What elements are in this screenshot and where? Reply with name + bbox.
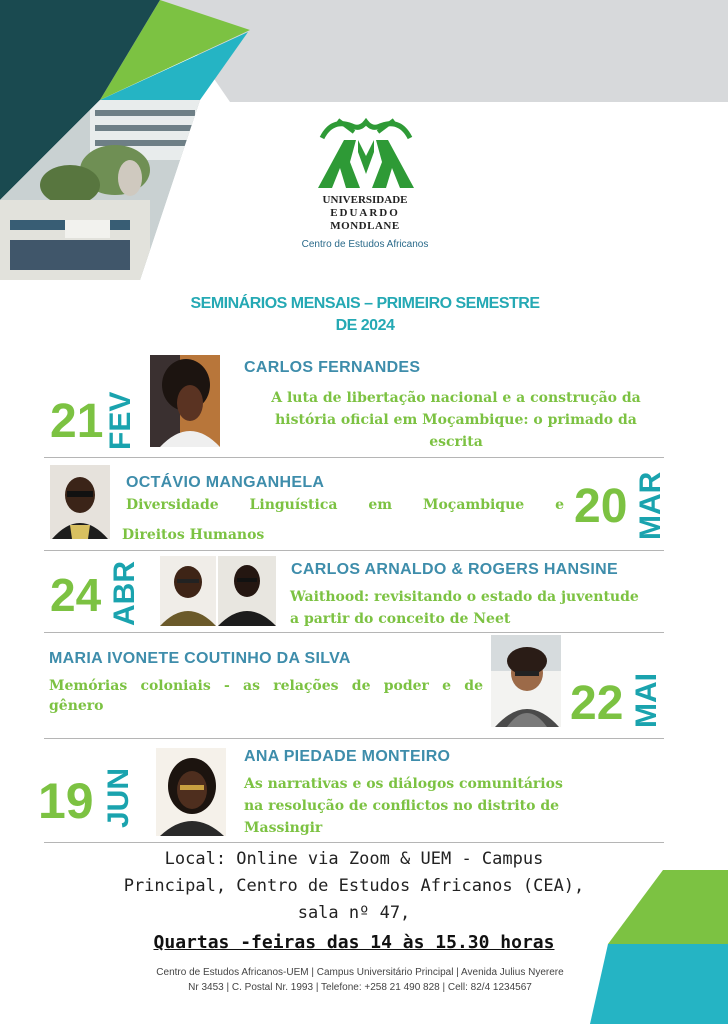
seminar-5-day: 19: [38, 773, 94, 829]
seminar-1-title-line-1: A luta de libertação nacional e a construção da: [271, 390, 641, 406]
seminar-2-title-line-1: Diversidade Linguística em Moçambique e: [126, 497, 564, 513]
speaker-photo-rogers-hansine: [218, 556, 276, 626]
logo-line-1: UNIVERSIDADE: [322, 194, 408, 206]
footer: [100, 965, 620, 995]
venue-line-1: Local: Online via Zoom & UEM - Campus: [164, 849, 544, 869]
seminar-3-title-line-1: Waithood: revisitando o estado da juventude: [290, 589, 639, 605]
divider-1: [44, 457, 664, 458]
logo-line-2: EDUARDO: [330, 207, 400, 219]
campus-photo-details: [0, 100, 200, 300]
page-title: [150, 293, 580, 337]
seminar-1-speaker: CARLOS FERNANDES: [244, 359, 421, 376]
seminar-1-title-line-2: história oficial em Moçambique: o primado da: [275, 412, 637, 428]
venue-line-2: Principal, Centro de Estudos Africanos (CEA),: [123, 876, 585, 896]
seminar-4-speaker: MARIA IVONETE COUTINHO DA SILVA: [49, 650, 351, 667]
divider-4: [44, 738, 664, 739]
seminar-5-speaker: ANA PIEDADE MONTEIRO: [244, 748, 451, 765]
speaker-photo-octavio-manganhela: [50, 465, 110, 539]
speaker-photo-carlos-arnaldo: [160, 556, 216, 626]
divider-5: [44, 842, 664, 843]
seminar-4-day: 22: [570, 677, 624, 730]
speaker-photo-carlos-fernandes: [150, 355, 220, 447]
footer-line-1: Centro de Estudos Africanos-UEM | Campus Universitário Principal | Avenida Julius Nyerere: [156, 967, 564, 978]
venue-info: [20, 846, 688, 927]
schedule: Quartas -feiras das 14 às 15.30 horas: [153, 932, 555, 953]
seminar-4-month: MAI: [630, 673, 663, 728]
center-name: Centro de Estudos Africanos: [301, 239, 429, 250]
divider-2: [44, 550, 664, 551]
seminar-3-title-line-2: a partir do conceito de Neet: [290, 611, 511, 627]
seminar-3-speaker: CARLOS ARNALDO & ROGERS HANSINE: [291, 561, 618, 578]
title-line-1: SEMINÁRIOS MENSAIS – PRIMEIRO SEMESTRE: [190, 295, 540, 312]
seminar-2-day: 20: [574, 480, 628, 533]
seminar-1-day: 21: [50, 395, 104, 448]
seminar-1-month: FEV: [104, 391, 137, 450]
seminar-1-title: [246, 387, 666, 453]
seminar-5-title: [244, 773, 644, 839]
seminar-1-title-line-3: escrita: [429, 434, 483, 450]
seminar-5-title-line-3: Massingir: [244, 820, 323, 836]
title-line-2: DE 2024: [335, 317, 395, 334]
seminar-5-title-line-2: na resolução de conflictos no distrito de: [244, 798, 560, 814]
seminar-2-speaker: OCTÁVIO MANGANHELA: [126, 474, 325, 491]
footer-line-2: Nr 3453 | C. Postal Nr. 1993 | Telefone: +258 21 490 828 | Cell: 82/4 1234567: [188, 982, 532, 993]
seminar-3-day: 24: [50, 569, 102, 621]
seminar-2-month: MAR: [634, 471, 667, 540]
seminar-3-month: ABR: [108, 561, 141, 626]
logo-line-3: MONDLANE: [330, 220, 400, 232]
seminar-5-month: JUN: [102, 767, 135, 828]
speaker-photo-ana-piedade: [156, 748, 226, 836]
seminar-4-title-line-1: Memórias coloniais - as relações de poder e de: [49, 678, 483, 694]
seminar-4-title-line-2: gênero: [49, 698, 104, 714]
venue-line-3: sala nº 47,: [297, 903, 411, 923]
uem-logo-icon: [316, 112, 416, 194]
seminar-3-title: [290, 586, 690, 630]
speaker-photo-maria-ivonete: [491, 635, 561, 727]
seminar-5-title-line-1: As narrativas e os diálogos comunitários: [244, 776, 563, 792]
divider-3: [44, 632, 664, 633]
seminar-2-title-line-2: Direitos Humanos: [122, 527, 265, 543]
gray-band: [160, 0, 728, 102]
